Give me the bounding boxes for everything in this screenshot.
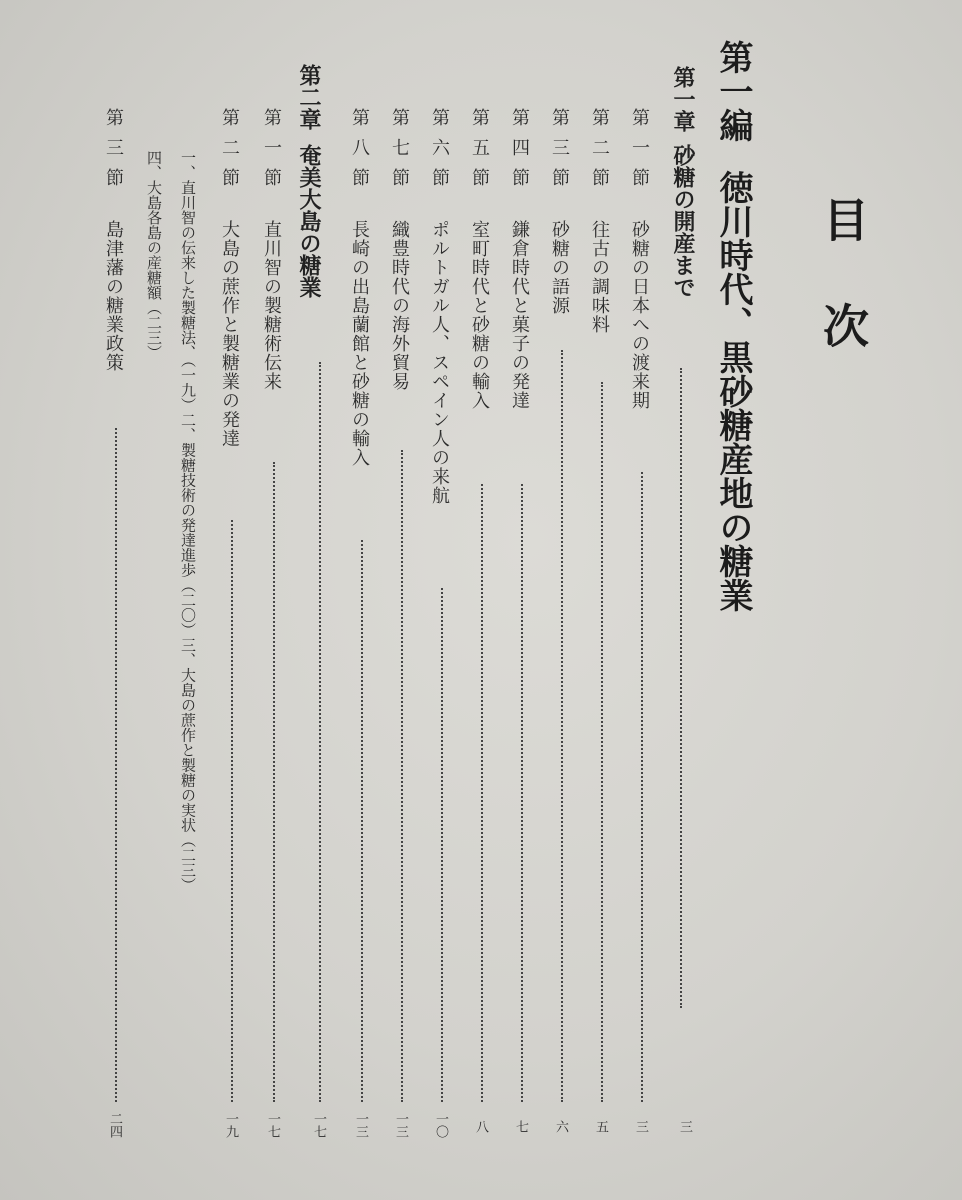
section-label: 第三節 xyxy=(103,108,124,198)
ch1-section-6 xyxy=(430,108,448,505)
ch1-section-5-page: 八 xyxy=(473,1120,488,1133)
ch1-section-4-page: 七 xyxy=(513,1120,528,1133)
section-label: 第七節 xyxy=(389,108,410,198)
ch2-section-2-page: 一九 xyxy=(223,1112,238,1138)
section-title: 直川智の製糖術伝来 xyxy=(261,220,282,391)
ch1-section-4 xyxy=(510,108,528,410)
section-title: 大島の蔗作と製糖業の発達 xyxy=(219,220,240,448)
ch1-section-1-page: 三 xyxy=(633,1120,648,1133)
section-title: 島津藩の糖業政策 xyxy=(103,220,124,372)
chapter1-heading xyxy=(672,66,694,298)
section-label: 第四節 xyxy=(509,108,530,198)
part1-heading xyxy=(713,40,753,612)
section-title: 砂糖の語源 xyxy=(549,220,570,315)
toc-heading-char2: 次 xyxy=(816,302,870,408)
ch1-section-4-leader xyxy=(521,484,523,1102)
ch1-section-3 xyxy=(550,108,568,315)
section-title: 長崎の出島蘭館と砂糖の輸入 xyxy=(349,220,370,467)
section-label: 第五節 xyxy=(469,108,490,198)
ch1-section-7 xyxy=(390,108,408,391)
chapter2-label: 第二章 xyxy=(296,64,322,130)
ch2-section-1-leader xyxy=(273,462,275,1102)
ch1-section-8-page: 一三 xyxy=(353,1112,368,1138)
ch1-section-6-page: 一〇 xyxy=(433,1112,448,1138)
ch1-section-5-leader xyxy=(481,484,483,1102)
ch1-section-2-page: 五 xyxy=(593,1120,608,1133)
ch2-section-1-page: 一七 xyxy=(265,1112,280,1138)
ch1-section-8 xyxy=(350,108,368,467)
ch1-section-1 xyxy=(630,108,648,410)
section-label: 第六節 xyxy=(429,108,450,198)
part1-title: 徳川時代、黒砂糖産地の糖業 xyxy=(713,170,753,612)
toc-heading xyxy=(816,196,870,408)
chapter2-heading xyxy=(298,64,320,298)
ch2-section-3-page: 二四 xyxy=(107,1112,122,1138)
section-label: 第二節 xyxy=(589,108,610,198)
ch1-section-8-leader xyxy=(361,540,363,1102)
chapter2-leader xyxy=(319,362,321,1102)
section-title: 織豊時代の海外貿易 xyxy=(389,220,410,391)
chapter1-label: 第一章 xyxy=(670,66,696,132)
chapter1-title: 砂糖の開産まで xyxy=(670,144,696,298)
section-title: 往古の調味料 xyxy=(589,220,610,334)
part1-label: 第一編 xyxy=(713,40,753,142)
section-title: 室町時代と砂糖の輸入 xyxy=(469,220,490,410)
ch1-section-1-leader xyxy=(641,472,643,1102)
ch1-section-7-page: 一三 xyxy=(393,1112,408,1138)
ch1-section-2-leader xyxy=(601,382,603,1102)
section-label: 第一節 xyxy=(261,108,282,198)
section-title: ポルトガル人、スペイン人の来航 xyxy=(429,220,450,505)
ch1-section-2 xyxy=(590,108,608,334)
chapter1-leader xyxy=(680,368,682,1008)
chapter2-title: 奄美大島の糖業 xyxy=(296,144,322,298)
section-label: 第八節 xyxy=(349,108,370,198)
ch1-section-3-leader xyxy=(561,350,563,1102)
ch2-section-3 xyxy=(104,108,122,372)
ch2-section-1 xyxy=(262,108,280,391)
toc-heading-char1: 目 xyxy=(816,196,870,302)
ch2-subitems-line1: 一、直川智の伝来した製糖法、（一九）二、製糖技術の発達進歩（二〇）三、大島の蔗作と製糖の実状（二三） xyxy=(179,150,197,893)
ch2-subitems-line2: 四、大島各島の産糖額（二三） xyxy=(145,150,163,360)
section-label: 第三節 xyxy=(549,108,570,198)
section-label: 第二節 xyxy=(219,108,240,198)
chapter1-page: 三 xyxy=(677,1120,692,1133)
ch2-section-2-leader xyxy=(231,520,233,1102)
chapter2-page: 一七 xyxy=(311,1112,326,1138)
ch1-section-3-page: 六 xyxy=(553,1120,568,1133)
ch2-section-3-leader xyxy=(115,428,117,1102)
section-title: 鎌倉時代と菓子の発達 xyxy=(509,220,530,410)
ch1-section-6-leader xyxy=(441,588,443,1102)
section-label: 第一節 xyxy=(629,108,650,198)
ch2-section-2 xyxy=(220,108,238,448)
ch1-section-7-leader xyxy=(401,450,403,1102)
ch1-section-5 xyxy=(470,108,488,410)
section-title: 砂糖の日本への渡来期 xyxy=(629,220,650,410)
